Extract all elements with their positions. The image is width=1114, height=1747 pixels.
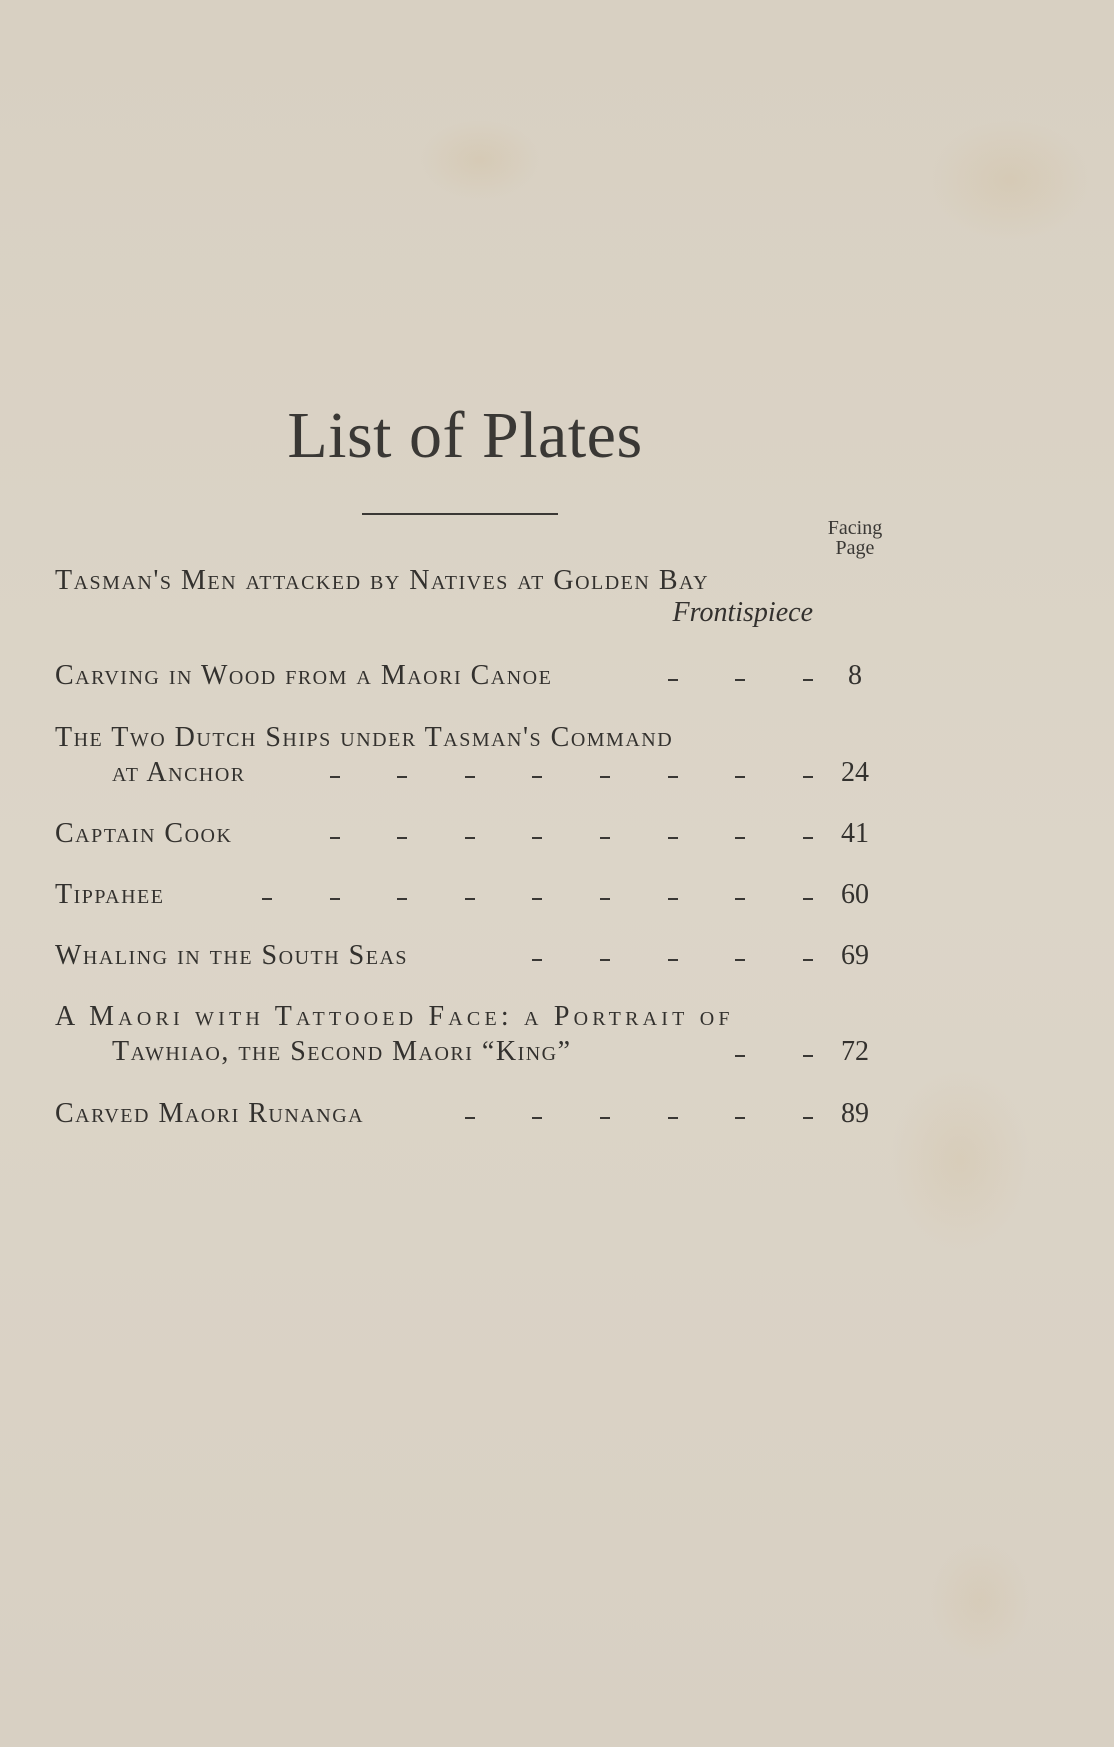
plate-1-title: Tasman's Men attacked by Natives at Golden Bay <box>55 565 710 596</box>
leader-dash <box>465 837 475 839</box>
title-rule <box>362 513 558 515</box>
leader-dash <box>803 679 813 681</box>
plate-3-title-line-1: The Two Dutch Ships under Tasman's Command <box>55 722 674 753</box>
leader-dash <box>600 898 610 900</box>
leader-dash <box>330 776 340 778</box>
leader-dash <box>397 898 407 900</box>
leader-dash <box>668 679 678 681</box>
leader-dash <box>532 1117 542 1119</box>
leader-dash <box>330 898 340 900</box>
leader-dash <box>600 837 610 839</box>
plate-5-title: Tippahee <box>55 879 165 910</box>
leader-dash <box>735 898 745 900</box>
plate-7-page: 72 <box>841 1036 869 1067</box>
leader-dash <box>465 1117 475 1119</box>
leader-dash <box>735 776 745 778</box>
plate-6-title: Whaling in the South Seas <box>55 940 409 971</box>
plate-7-title-line-1: A Maori with Tattooed Face: a Portrait of <box>55 1001 734 1032</box>
leader-dash <box>668 1117 678 1119</box>
leader-dash <box>803 776 813 778</box>
leader-dash <box>532 898 542 900</box>
plate-3-page: 24 <box>841 757 869 788</box>
leader-dash <box>668 959 678 961</box>
plate-8-page: 89 <box>841 1098 869 1129</box>
leader-dash <box>803 837 813 839</box>
leader-dash <box>735 1055 745 1057</box>
leader-dash <box>668 776 678 778</box>
facing-page-header <box>805 518 905 558</box>
plate-7-title-line-2: Tawhiao, the Second Maori “King” <box>112 1036 572 1067</box>
leader-dash <box>600 1117 610 1119</box>
leader-dash <box>803 898 813 900</box>
leader-dash <box>397 837 407 839</box>
leader-dash <box>735 959 745 961</box>
leader-dash <box>600 959 610 961</box>
facing-header-line-2: Page <box>835 537 875 559</box>
leader-dash <box>735 679 745 681</box>
leader-dash <box>262 898 272 900</box>
plate-5-page: 60 <box>841 879 869 910</box>
leader-dash <box>532 837 542 839</box>
plate-4-page: 41 <box>841 818 869 849</box>
leader-dash <box>532 776 542 778</box>
leader-dash <box>668 898 678 900</box>
leader-dash <box>397 776 407 778</box>
plate-8-title: Carved Maori Runanga <box>55 1098 365 1129</box>
facing-header-line-1: Facing <box>827 517 883 539</box>
leader-dash <box>735 837 745 839</box>
plate-3-title-line-2: at Anchor <box>112 757 246 788</box>
leader-dash <box>600 776 610 778</box>
plate-1-frontispiece: Frontispiece <box>672 597 813 628</box>
leader-dash <box>465 898 475 900</box>
plate-2-page: 8 <box>848 660 862 691</box>
leader-dash <box>465 776 475 778</box>
plate-2-title: Carving in Wood from a Maori Canoe <box>55 660 553 691</box>
leader-dash <box>668 837 678 839</box>
leader-dash <box>803 1055 813 1057</box>
plate-6-page: 69 <box>841 940 869 971</box>
page-title: List of Plates <box>287 399 643 472</box>
leader-dash <box>803 959 813 961</box>
leader-dash <box>735 1117 745 1119</box>
leader-dash <box>803 1117 813 1119</box>
leader-dash <box>330 837 340 839</box>
leader-dash <box>532 959 542 961</box>
plate-4-title: Captain Cook <box>55 818 233 849</box>
